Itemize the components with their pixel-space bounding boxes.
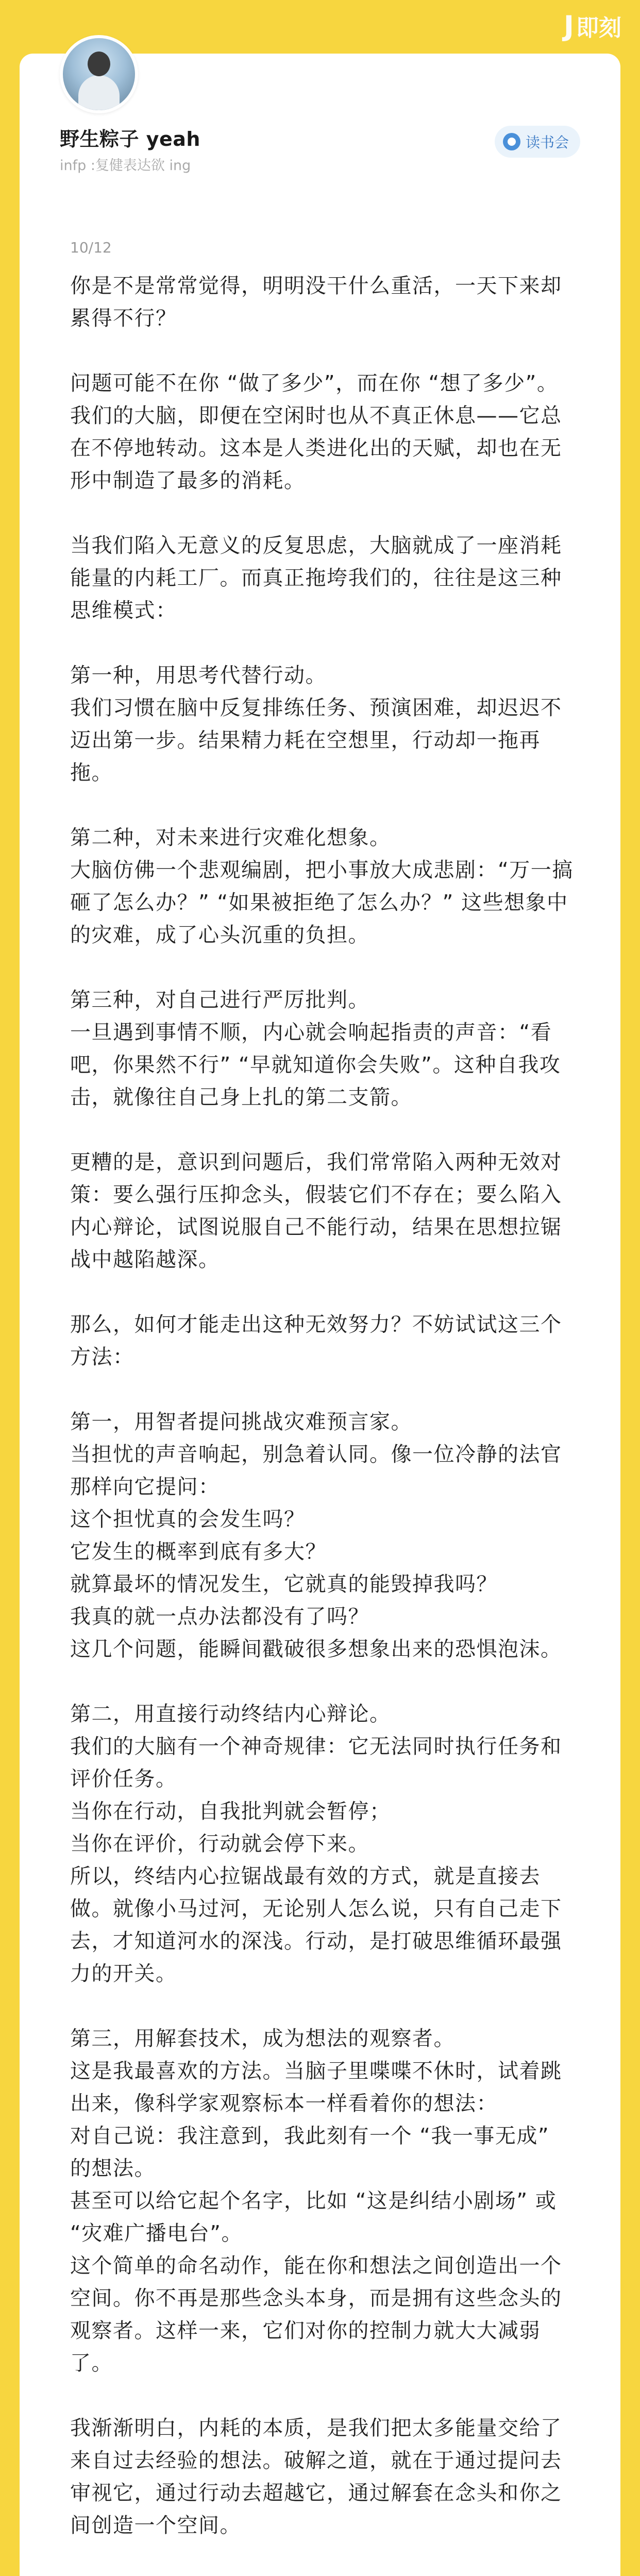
club-icon — [503, 133, 520, 150]
post-paragraph: 问题可能不在你 “做了多少”，而在你 “想了多少”。我们的大脑，即便在空闲时也从不真正休息——它总在不停地转动。这本是人类进化出的天赋，却也在无形中制造了最多的消耗。 — [70, 371, 562, 493]
username[interactable]: 野生粽子 yeah — [60, 128, 200, 150]
avatar-figure-head — [88, 52, 110, 76]
post-paragraph: 你是不是常常觉得，明明没干什么重活，一天下来却累得不行？ — [70, 274, 562, 330]
post-paragraph: 更糟的是，意识到问题后，我们常常陷入两种无效对策：要么强行压抑念头，假装它们不存在；要么陷入内心辩论，试图说服自己不能行动，结果在思想拉锯战中越陷越深。 — [70, 1150, 562, 1272]
post-date: 10/12 — [70, 239, 112, 256]
avatar[interactable] — [60, 35, 138, 113]
post-paragraph: 我渐渐明白，内耗的本质，是我们把太多能量交给了来自过去经验的想法。破解之道，就在于通过提问去审视它，通过行动去超越它，通过解套在念头和你之间创造一个空间。 — [70, 2416, 562, 2537]
post-paragraph: 第二种，对未来进行灾难化想象。 大脑仿佛一个悲观编剧，把小事放大成悲剧：“万一搞砸了怎么办？” “如果被拒绝了怎么办？” 这些想象中的灾难，成了心头沉重的负担。 — [70, 826, 574, 947]
brand-logo-top — [564, 9, 621, 42]
post-paragraph: 第一种，用思考代替行动。 我们习惯在脑中反复排练任务、预演困难，却迟迟不迈出第一步。结果精力耗在空想里，行动却一拖再拖。 — [70, 664, 562, 785]
brand-name: 即刻 — [576, 15, 621, 41]
post-paragraph: 第一，用智者提问挑战灾难预言家。 当担忧的声音响起，别急着认同。像一位冷静的法官那样向它提问： 这个担忧真的会发生吗？ 它发生的概率到底有多大？ 就算最坏的情况发生，它就真的能毁掉我吗？ 我真的就一点办法都没有了吗？ 这几个问题，能瞬间戳破很多想象出来的恐惧泡沫。 — [70, 1410, 562, 1661]
post-card — [20, 54, 620, 2576]
club-badge[interactable] — [495, 126, 580, 158]
avatar-figure-body — [78, 75, 120, 111]
post-paragraph: 当我们陷入无意义的反复思虑，大脑就成了一座消耗能量的内耗工厂。而真正拖垮我们的，往往是这三种思维模式： — [70, 534, 562, 622]
post-paragraph: 第三种，对自己进行严厉批判。 一旦遇到事情不顺，内心就会响起指责的声音：“看吧，你果然不行” “早就知道你会失败”。这种自我攻击，就像往自己身上扎的第二支箭。 — [70, 988, 561, 1109]
post-body — [70, 270, 575, 2576]
brand-mark: J — [563, 9, 574, 42]
user-bio: infp :复健表达欲 ing — [60, 158, 191, 174]
club-badge-label: 读书会 — [525, 134, 569, 151]
post-paragraph: 那么，如何才能走出这种无效努力？不妨试试这三个方法： — [70, 1313, 562, 1369]
post-paragraph: 第二，用直接行动终结内心辩论。 我们的大脑有一个神奇规律：它无法同时执行任务和评价任务。 当你在行动，自我批判就会暂停； 当你在评价，行动就会停下来。 所以，终结内心拉锯战最有效的方式，就是直接去做。就像小马过河，无论别人怎么说，只有自己走下去，才知道河水的深浅。行动，是打破思维循环最强力的开关。 — [70, 1702, 562, 1986]
post-paragraph: 第三，用解套技术，成为想法的观察者。 这是我最喜欢的方法。当脑子里喋喋不休时，试着跳出来，像科学家观察标本一样看着你的想法： 对自己说：我注意到，我此刻有一个 “我一事无成” 的想法。 甚至可以给它起个名字，比如 “这是纠结小剧场” 或 “灾难广播电台”。 这个简单的命名动作，能在你和想法之间创造出一个空间。你不再是那些念头本身，而是拥有这些念头的观察者。这样一来，它们对你的控制力就大大减弱了。 — [70, 2027, 562, 2375]
